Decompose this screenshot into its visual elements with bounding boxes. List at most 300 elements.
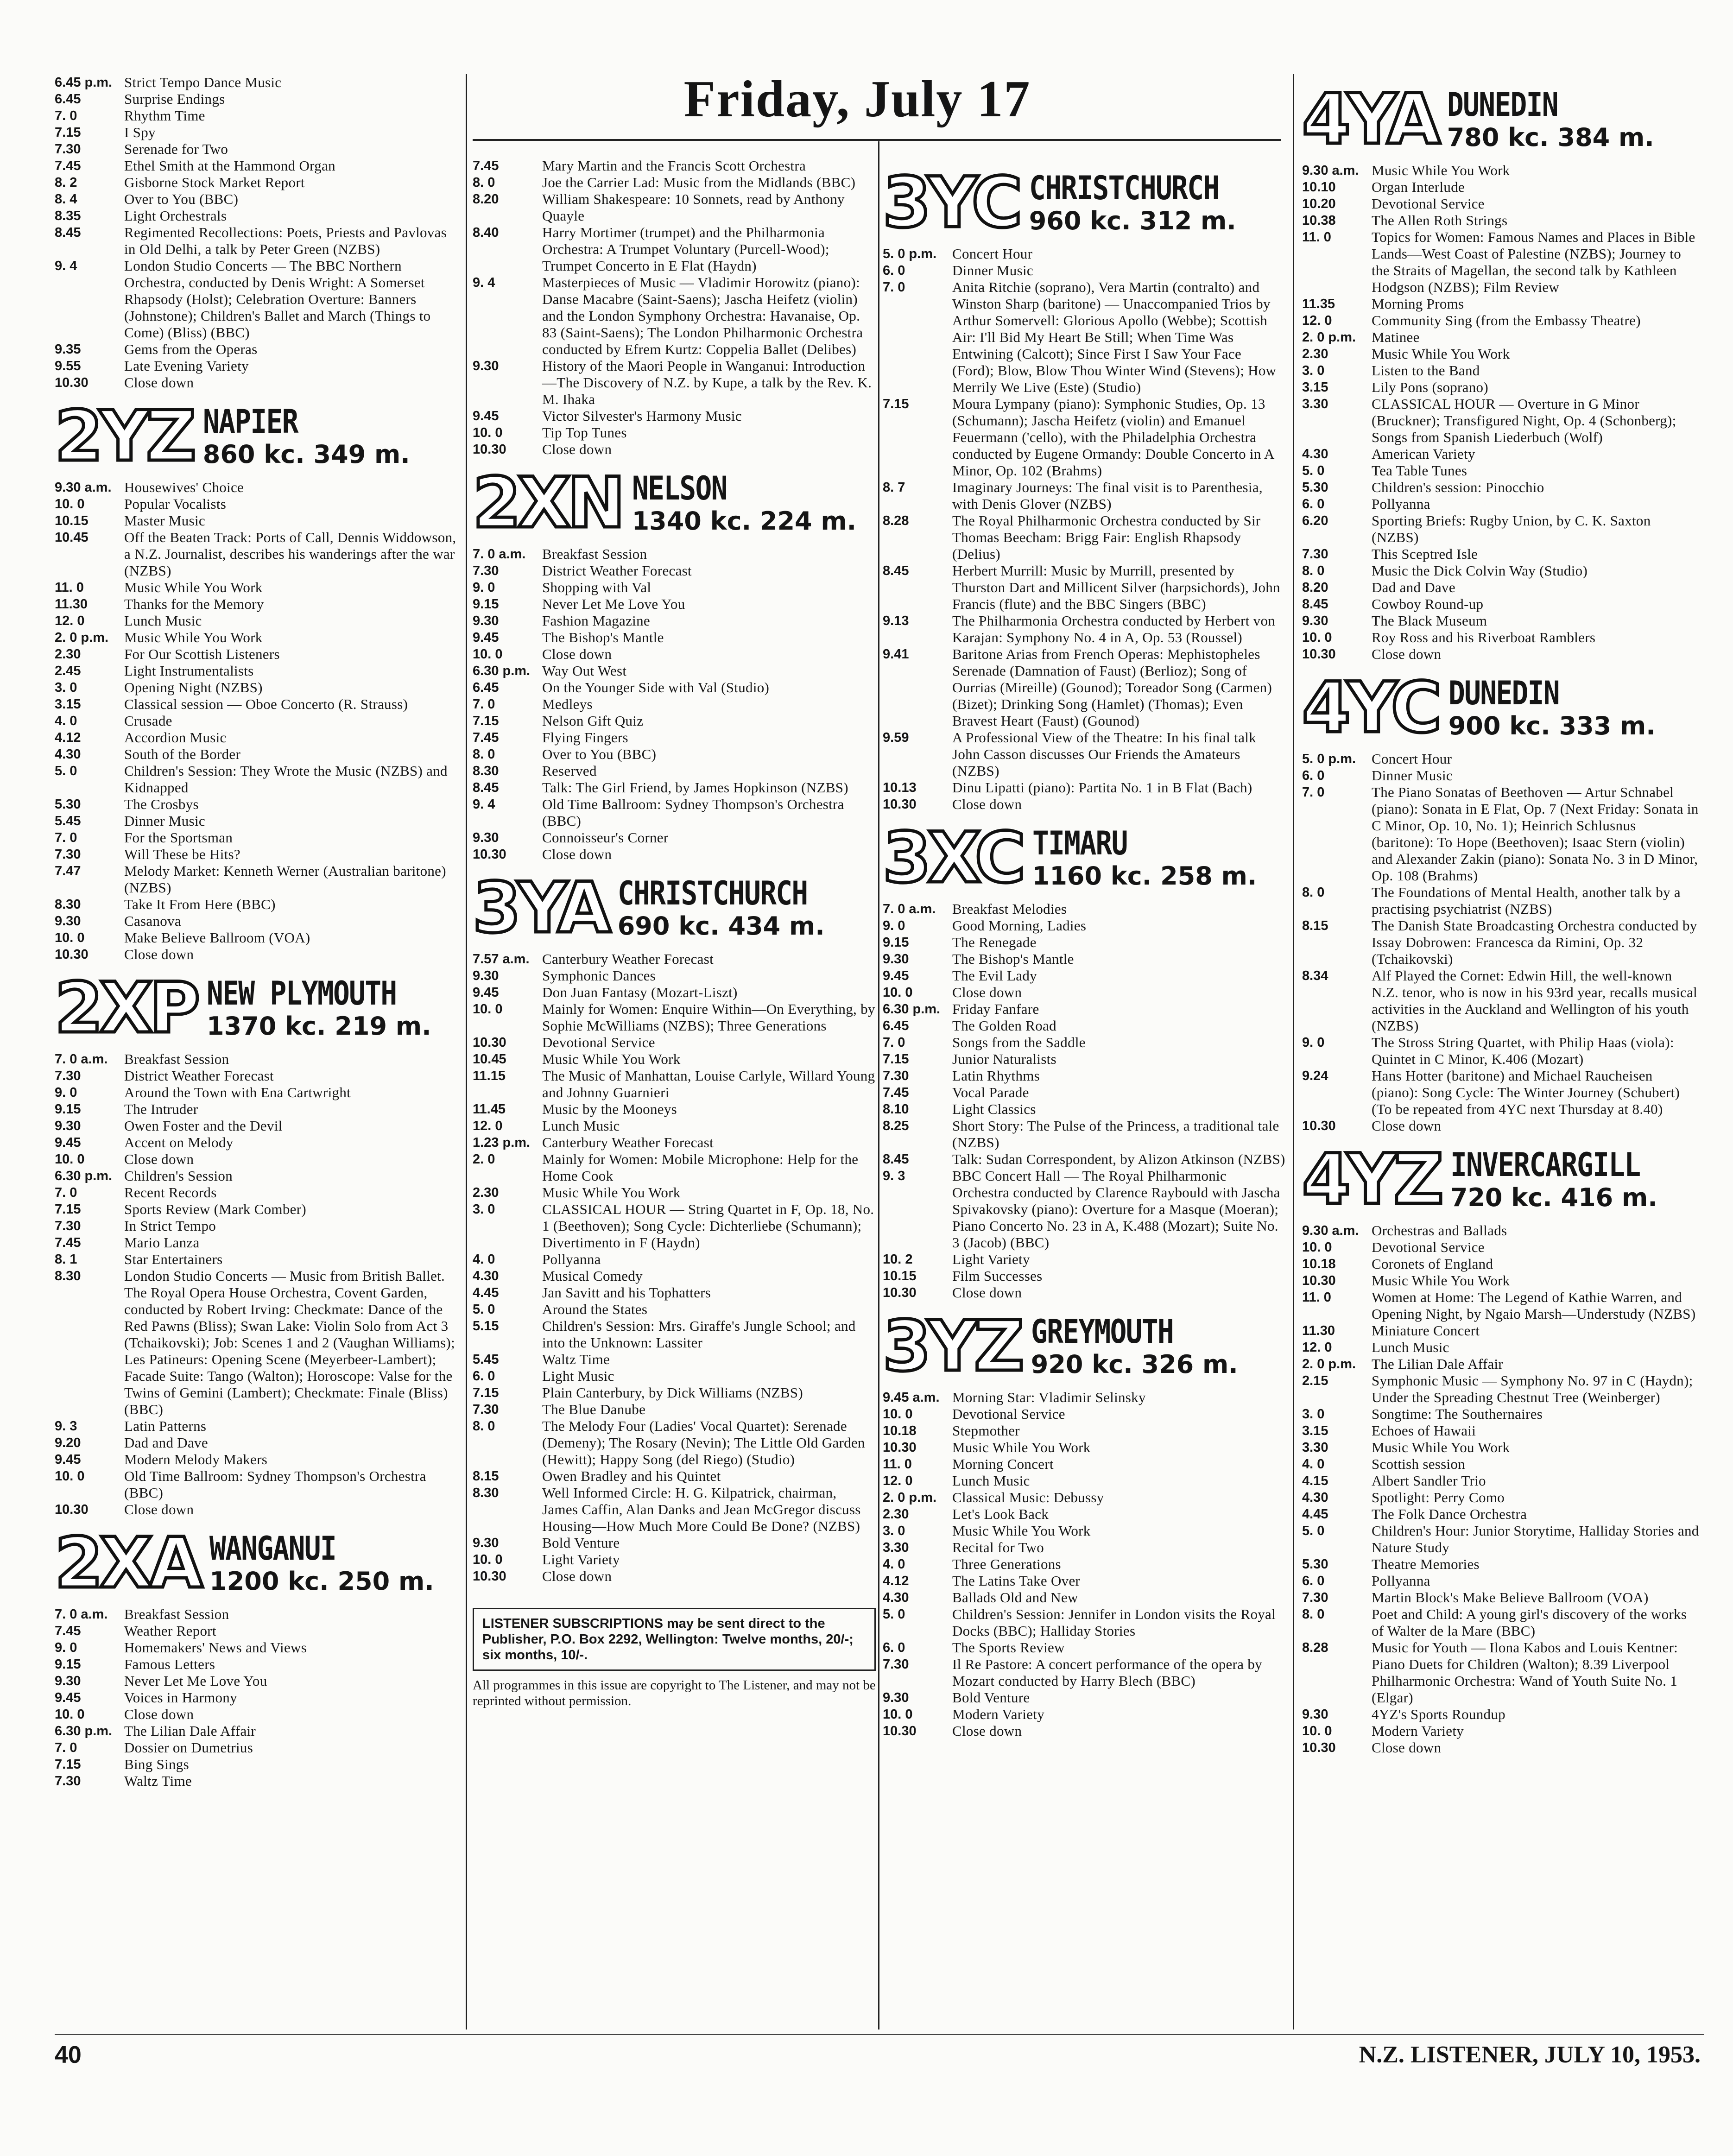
programme-entry (1302, 462, 1701, 479)
programme-time: 8.30 (473, 764, 499, 778)
programme-title: Mario Lanza (124, 1234, 200, 1251)
programme-title: Short Story: The Pulse of the Princess, a traditional tale (NZBS) (952, 1118, 1279, 1151)
programme-time: 10. 0 (883, 1407, 913, 1422)
programme-title: Light Variety (952, 1251, 1030, 1267)
programme-title: Light Music (542, 1368, 614, 1384)
programme-entry (473, 796, 876, 829)
programme-time: 5. 0 (473, 1302, 495, 1317)
programme-title: Close down (542, 441, 612, 457)
programme-entry (1302, 1034, 1701, 1068)
programme-entry (55, 512, 458, 529)
programme-time: 9.30 (473, 968, 499, 983)
station-callsign: 3YZ (883, 1306, 1021, 1387)
programme-entry (883, 1473, 1286, 1489)
programme-entry (1302, 1118, 1701, 1134)
programme-time: 10.45 (55, 530, 89, 545)
programme-title: Plain Canterbury, by Dick Williams (NZBS) (542, 1385, 803, 1401)
programme-entry (473, 984, 876, 1001)
programme-time: 7.45 (55, 1235, 81, 1250)
programme-time: 9.30 (473, 613, 499, 628)
programme-time: 11. 0 (1302, 1290, 1331, 1305)
programme-entry (473, 1051, 876, 1068)
programme-title: Coronets of England (1372, 1256, 1493, 1272)
programme-time: 4. 0 (473, 1252, 495, 1267)
programme-title: The Latins Take Over (952, 1573, 1081, 1589)
programme-entry (55, 174, 458, 191)
programme-title: CLASSICAL HOUR — String Quartet in F, Op. 18, No. 1 (Beethoven); Song Cycle: Dichterliebe (Schumann); Divertimento in F (Haydn) (542, 1201, 874, 1251)
programme-entry (1302, 1523, 1701, 1556)
programme-time: 2. 0 p.m. (1302, 1357, 1356, 1372)
station-city: CHRISTCHURCH (1029, 169, 1219, 207)
programme-title: The Lilian Dale Affair (1372, 1356, 1504, 1372)
programme-title: Music for Youth — Ilona Kabos and Louis Kentner: Piano Duets for Children (Walton); 8.39 Liverpool Philharmonic Orchestra: Wand of Youth Suite No. 1 (Elgar) (1372, 1639, 1678, 1706)
programme-title: Music While You Work (542, 1051, 681, 1067)
programme-time: 9.45 (883, 968, 909, 983)
programme-entry (55, 696, 458, 713)
programme-title: Tea Table Tunes (1372, 462, 1467, 479)
programme-time: 7.15 (55, 1757, 81, 1772)
programme-time: 2.15 (1302, 1373, 1328, 1388)
programme-entry (883, 1439, 1286, 1456)
programme-title: Close down (542, 846, 612, 862)
programme-time: 10.30 (1302, 1273, 1336, 1288)
programme-entry (883, 1168, 1286, 1251)
programme-entry (883, 1423, 1286, 1439)
programme-time: 12. 0 (473, 1119, 503, 1133)
programme-entry (1302, 1272, 1701, 1289)
programme-time: 7. 0 (55, 108, 77, 123)
station-header (1302, 79, 1701, 160)
programme-title: Children's Session (124, 1168, 233, 1184)
programme-title: Baritone Arias from French Operas: Mephistopheles Serenade (Damnation of Faust) (Berlioz); Song of Ourrias (Mireille) (Gounod); Toreador Song (Carmen) (Bizet); Drinking Song (Hamlet) (Thomas); Even Bravest Heart (Faust) (Gounod) (952, 646, 1272, 729)
programme-title: History of the Maori People in Wanganui: Introduction—The Discovery of N.Z. by Kupe, a talk by the Rev. K. M. Ihaka (542, 358, 872, 407)
programme-entry (1302, 1372, 1701, 1406)
programme-entry (473, 1385, 876, 1401)
programme-time: 9.30 (55, 914, 81, 929)
station-city: NAPIER (202, 403, 298, 441)
programme-entry (55, 107, 458, 124)
programme-entry (883, 1018, 1286, 1034)
programme-entry (1302, 1289, 1701, 1322)
programme-title: 4YZ's Sports Roundup (1372, 1706, 1505, 1722)
programme-time: 6.30 p.m. (55, 1724, 113, 1739)
programme-time: 7. 0 (55, 830, 77, 845)
programme-time: 5.45 (473, 1352, 499, 1367)
programme-entry (883, 1051, 1286, 1068)
programme-entry (1302, 1573, 1701, 1589)
programme-entry (473, 1418, 876, 1468)
station-city: DUNEDIN (1447, 86, 1558, 124)
programme-title: Gems from the Operas (124, 341, 258, 357)
programme-title: District Weather Forecast (542, 563, 692, 579)
programme-time: 7.45 (473, 730, 499, 745)
programme-entry (1302, 396, 1701, 446)
programme-title: Dad and Dave (1372, 579, 1455, 595)
programme-entry (55, 1623, 458, 1639)
programme-title: Bold Venture (952, 1689, 1030, 1706)
programme-title: Crusade (124, 713, 172, 729)
programme-time: 10. 0 (55, 1152, 85, 1167)
programme-title: Echoes of Hawaii (1372, 1423, 1476, 1439)
station-header (883, 818, 1286, 898)
programme-time: 9. 4 (55, 259, 77, 273)
programme-time: 2.30 (473, 1185, 499, 1200)
programme-time: 3.15 (1302, 1423, 1328, 1438)
programme-time: 9.45 a.m. (883, 1390, 940, 1405)
programme-entry (883, 1151, 1286, 1168)
programme-entry (55, 529, 458, 579)
programme-entry (883, 1101, 1286, 1118)
programme-entry (55, 1084, 458, 1101)
programme-time: 8.30 (55, 897, 81, 912)
programme-entry (55, 258, 458, 341)
programme-title: Old Time Ballroom: Sydney Thompson's Orchestra (BBC) (124, 1468, 426, 1501)
publication-line: N.Z. LISTENER, JULY 10, 1953. (1359, 2042, 1701, 2068)
programme-time: 5.15 (473, 1319, 499, 1334)
programme-time: 9.15 (55, 1102, 81, 1117)
programme-time: 5.30 (1302, 480, 1328, 495)
programme-entry (55, 846, 458, 863)
programme-time: 9. 0 (55, 1640, 77, 1655)
programme-time: 7. 0 (1302, 785, 1325, 800)
programme-time: 7.45 (55, 1624, 81, 1638)
programme-entry (883, 1573, 1286, 1589)
programme-title: Organ Interlude (1372, 179, 1465, 195)
programme-title: Talk: Sudan Correspondent, by Alizon Atkinson (NZBS) (952, 1151, 1285, 1167)
programme-entry (473, 563, 876, 579)
programme-entry (1302, 784, 1701, 884)
programme-entry (883, 396, 1286, 479)
programme-title: Serenade for Two (124, 141, 228, 157)
programme-entry (883, 1068, 1286, 1084)
programme-entry (883, 563, 1286, 613)
programme-time: 7. 0 a.m. (473, 547, 526, 562)
programme-time: 2.30 (883, 1507, 909, 1522)
programme-entry (1302, 613, 1701, 629)
programme-entry (473, 424, 876, 441)
programme-entry (55, 1756, 458, 1773)
programme-time: 9.45 (473, 985, 499, 1000)
programme-entry (883, 1539, 1286, 1556)
programme-entry (1302, 196, 1701, 212)
programme-title: The Evil Lady (952, 967, 1037, 984)
programme-title: Morning Concert (952, 1456, 1054, 1472)
programme-time: 12. 0 (55, 613, 85, 628)
programme-title: Homemakers' News and Views (124, 1639, 307, 1656)
programme-entry (55, 1184, 458, 1201)
programme-time: 9.30 (473, 359, 499, 373)
programme-title: Junior Naturalists (952, 1051, 1056, 1067)
programme-title: Voices in Harmony (124, 1689, 237, 1706)
programme-entry (473, 1368, 876, 1385)
programme-entry (883, 1489, 1286, 1506)
programme-title: Off the Beaten Track: Ports of Call, Dennis Widdowson, a N.Z. Journalist, describes his wanderings after the war (NZBS) (124, 529, 456, 579)
programme-title: Flying Fingers (542, 729, 628, 746)
programme-title: The Bishop's Mantle (542, 629, 664, 645)
programme-title: Recent Records (124, 1184, 217, 1201)
programme-time: 9.15 (55, 1657, 81, 1672)
programme-entry (55, 1501, 458, 1518)
station-frequency: 690 kc. 434 m. (617, 911, 825, 941)
programme-title: Close down (124, 946, 194, 962)
programme-entry (883, 1706, 1286, 1723)
programme-title: Good Morning, Ladies (952, 917, 1087, 934)
programme-time: 10. 0 (1302, 630, 1332, 645)
programme-time: 7. 0 (55, 1740, 77, 1755)
programme-time: 7.30 (883, 1069, 909, 1083)
programme-entry (1302, 1506, 1701, 1523)
programme-title: Lily Pons (soprano) (1372, 379, 1488, 395)
programme-entry (473, 358, 876, 408)
programme-title: Close down (124, 1706, 194, 1722)
programme-time: 3.30 (1302, 1440, 1328, 1455)
programme-title: Stepmother (952, 1423, 1020, 1439)
programme-entry (473, 1251, 876, 1268)
station-frequency: 720 kc. 416 m. (1450, 1183, 1657, 1212)
programme-time: 10.30 (55, 375, 89, 390)
programme-title: Pollyanna (542, 1251, 601, 1267)
programme-title: Opening Night (NZBS) (124, 679, 263, 695)
programme-title: Modern Variety (952, 1706, 1045, 1722)
programme-entry (473, 1034, 876, 1051)
programme-title: Canterbury Weather Forecast (542, 951, 714, 967)
programme-time: 8.35 (55, 209, 81, 223)
programme-entry (883, 934, 1286, 951)
column-2-programmes (473, 158, 876, 1585)
programme-entry (1302, 479, 1701, 496)
programme-title: Symphonic Dances (542, 967, 656, 984)
programme-time: 10. 0 (55, 930, 85, 945)
programme-time: 7. 0 a.m. (55, 1052, 108, 1067)
programme-title: Close down (952, 796, 1022, 812)
programme-title: The Melody Four (Ladies' Vocal Quartet): Serenade (Demeny); The Rosary (Nevin); The Little Old Garden (Hewitt); Happy Song (del Riego) (Studio) (542, 1418, 865, 1467)
programme-title: Friday Fanfare (952, 1001, 1039, 1017)
programme-entry (473, 696, 876, 713)
programme-title: Classical session — Oboe Concerto (R. Strauss) (124, 696, 408, 712)
programme-time: 8. 0 (473, 747, 495, 762)
programme-title: Musical Comedy (542, 1268, 643, 1284)
programme-entry (883, 1723, 1286, 1739)
programme-entry (473, 1318, 876, 1351)
programme-entry (1302, 629, 1701, 646)
programme-entry (1302, 346, 1701, 362)
programme-title: Mary Martin and the Francis Scott Orchestra (542, 158, 806, 174)
programme-time: 10.30 (883, 1724, 917, 1739)
programme-title: Never Let Me Love You (542, 596, 685, 612)
programme-entry (1302, 596, 1701, 613)
programme-title: Latin Patterns (124, 1418, 207, 1434)
programme-title: Accordion Music (124, 729, 227, 746)
programme-entry (55, 358, 458, 374)
programme-entry (55, 1773, 458, 1789)
programme-entry (883, 246, 1286, 262)
programme-entry (883, 1689, 1286, 1706)
programme-entry (55, 1656, 458, 1673)
programme-title: Bing Sings (124, 1756, 189, 1772)
programme-title: Rhythm Time (124, 107, 205, 124)
programme-entry (55, 1234, 458, 1251)
programme-entry (883, 1639, 1286, 1656)
programme-entry (55, 191, 458, 208)
programme-title: Around the Town with Ena Cartwright (124, 1084, 351, 1100)
programme-time: 8.45 (1302, 597, 1328, 612)
programme-entry (473, 408, 876, 424)
programme-entry (1302, 1322, 1701, 1339)
station-info (1450, 1146, 1674, 1212)
footer-rule (55, 2034, 1704, 2035)
station-header (55, 1523, 458, 1604)
programme-title: Dossier on Dumetrius (124, 1739, 253, 1756)
programme-title: Film Successes (952, 1268, 1043, 1284)
programme-time: 11. 0 (883, 1457, 912, 1472)
programme-title: Listen to the Band (1372, 362, 1480, 379)
programme-time: 3. 0 (473, 1202, 495, 1217)
programme-entry (55, 929, 458, 946)
programme-time: 2.30 (1302, 347, 1328, 361)
programme-title: Famous Letters (124, 1656, 215, 1672)
programme-title: Il Re Pastore: A concert performance of the opera by Mozart conducted by Harry Blech (BBC) (952, 1656, 1262, 1689)
programme-entry (883, 479, 1286, 512)
programme-time: 9. 0 (55, 1085, 77, 1100)
programme-entry (55, 1418, 458, 1435)
station-frequency: 920 kc. 326 m. (1031, 1350, 1238, 1379)
programme-time: 10. 0 (1302, 1724, 1332, 1739)
programme-title: Concert Hour (952, 246, 1033, 262)
programme-entry (473, 1068, 876, 1101)
programme-entry (883, 1268, 1286, 1284)
programme-entry (883, 1001, 1286, 1018)
programme-entry (1302, 1423, 1701, 1439)
programme-time: 10.30 (473, 847, 506, 862)
programme-entry (55, 1201, 458, 1218)
programme-entry (55, 596, 458, 613)
programme-time: 8.30 (55, 1269, 81, 1283)
programme-title: Music While You Work (124, 629, 263, 645)
programme-time: 11.45 (473, 1102, 506, 1117)
programme-time: 9.45 (473, 630, 499, 645)
programme-entry (473, 967, 876, 984)
programme-title: District Weather Forecast (124, 1068, 274, 1084)
programme-title: CLASSICAL HOUR — Overture in G Minor (Bruckner); Transfigured Night, Op. 4 (Schonberg); Songs from Spanish Liederbuch (Wolf) (1372, 396, 1676, 445)
programme-time: 5. 0 (883, 1607, 905, 1622)
programme-time: 9.41 (883, 647, 909, 662)
programme-time: 9.30 a.m. (55, 480, 112, 495)
programme-entry (1302, 1456, 1701, 1473)
programme-time: 6.20 (1302, 513, 1328, 528)
programme-entry (1302, 1406, 1701, 1423)
programme-title: The Black Museum (1372, 613, 1487, 629)
programme-time: 6. 0 (883, 263, 905, 278)
programme-time: 8.15 (1302, 918, 1328, 933)
programme-title: Children's Session: They Wrote the Music (NZBS) and Kidnapped (124, 763, 448, 796)
programme-time: 9.59 (883, 730, 909, 745)
programme-time: 10. 0 (55, 497, 85, 512)
programme-entry (883, 1656, 1286, 1689)
programme-title: Lunch Music (542, 1118, 620, 1134)
station-header (55, 396, 458, 477)
programme-time: 3.15 (55, 697, 81, 712)
programme-time: 9. 3 (55, 1419, 77, 1434)
programme-time: 9.35 (55, 342, 81, 357)
programme-entry (473, 729, 876, 746)
programme-entry (1302, 1222, 1701, 1239)
programme-title: Songs from the Saddle (952, 1034, 1086, 1050)
programme-title: Dad and Dave (124, 1435, 208, 1451)
programme-title: Close down (952, 1284, 1022, 1301)
programme-time: 8. 0 (473, 175, 495, 190)
programme-time: 6. 0 (473, 1369, 495, 1384)
programme-entry (55, 579, 458, 596)
programme-title: Poet and Child: A young girl's discovery of the works of Walter de la Mare (BBC) (1372, 1606, 1687, 1639)
programme-title: In Strict Tempo (124, 1218, 216, 1234)
programme-entry (1302, 563, 1701, 579)
station-callsign: 2XP (55, 968, 196, 1049)
programme-time: 8. 1 (55, 1252, 77, 1267)
station-info (203, 403, 410, 469)
programme-title: Nelson Gift Quiz (542, 713, 644, 729)
programme-time: 9.30 a.m. (1302, 163, 1359, 178)
programme-entry (473, 579, 876, 596)
station-header (55, 968, 458, 1049)
programme-time: 10.10 (1302, 180, 1336, 195)
programme-entry (1302, 1606, 1701, 1639)
programme-time: 7.45 (883, 1085, 909, 1100)
programme-time: 7.47 (55, 864, 81, 879)
programme-time: 7.15 (473, 1385, 499, 1400)
programme-entry (1302, 884, 1701, 917)
programme-entry (473, 1268, 876, 1284)
programme-title: Star Entertainers (124, 1251, 223, 1267)
programme-title: Breakfast Melodies (952, 901, 1067, 917)
column-rule (878, 141, 879, 2030)
programme-title: Songtime: The Southernaires (1372, 1406, 1543, 1422)
programme-entry (883, 1456, 1286, 1473)
programme-time: 5. 0 (55, 764, 77, 778)
programme-time: 7.30 (55, 847, 81, 862)
programme-time: 8.10 (883, 1102, 909, 1117)
programme-title: Moura Lympany (piano): Symphonic Studies, Op. 13 (Schumann); Jascha Heifetz (violin) and Emanuel Feuermann ('cello), with the Philadelphia Orchestra conducted by Eugene Ormandy: Double Concerto in A Minor, Op. 102 (Brahms) (952, 396, 1274, 479)
programme-time: 10.18 (883, 1423, 917, 1438)
programme-entry (883, 1034, 1286, 1051)
programme-title: I Spy (124, 124, 156, 140)
programme-title: Matinee (1372, 329, 1420, 345)
programme-title: Music While You Work (1372, 1439, 1510, 1455)
station-callsign: 4YA (1302, 79, 1437, 160)
programme-entry (55, 729, 458, 746)
programme-entry (55, 829, 458, 846)
programme-time: 10. 0 (55, 1707, 85, 1722)
programme-time: 11.30 (1302, 1323, 1335, 1338)
programme-title: Close down (124, 374, 194, 391)
programme-time: 4. 0 (1302, 1457, 1325, 1472)
programme-entry (883, 262, 1286, 279)
programme-time: 4.45 (473, 1285, 499, 1300)
programme-time: 9.45 (55, 1135, 81, 1150)
programme-time: 10. 0 (473, 647, 503, 662)
programme-time: 5. 0 p.m. (1302, 752, 1356, 766)
programme-time: 9. 0 (1302, 1035, 1325, 1050)
programme-title: The Folk Dance Orchestra (1372, 1506, 1527, 1522)
station-info (632, 470, 857, 536)
programme-title: Three Generations (952, 1556, 1061, 1572)
programme-title: Light Instrumentalists (124, 663, 254, 679)
station-frequency: 860 kc. 349 m. (202, 440, 410, 469)
programme-time: 9.30 (473, 830, 499, 845)
programme-time: 8. 0 (1302, 563, 1325, 578)
programme-time: 9.30 (883, 1690, 909, 1705)
programme-entry (55, 1051, 458, 1068)
programme-entry (55, 713, 458, 729)
